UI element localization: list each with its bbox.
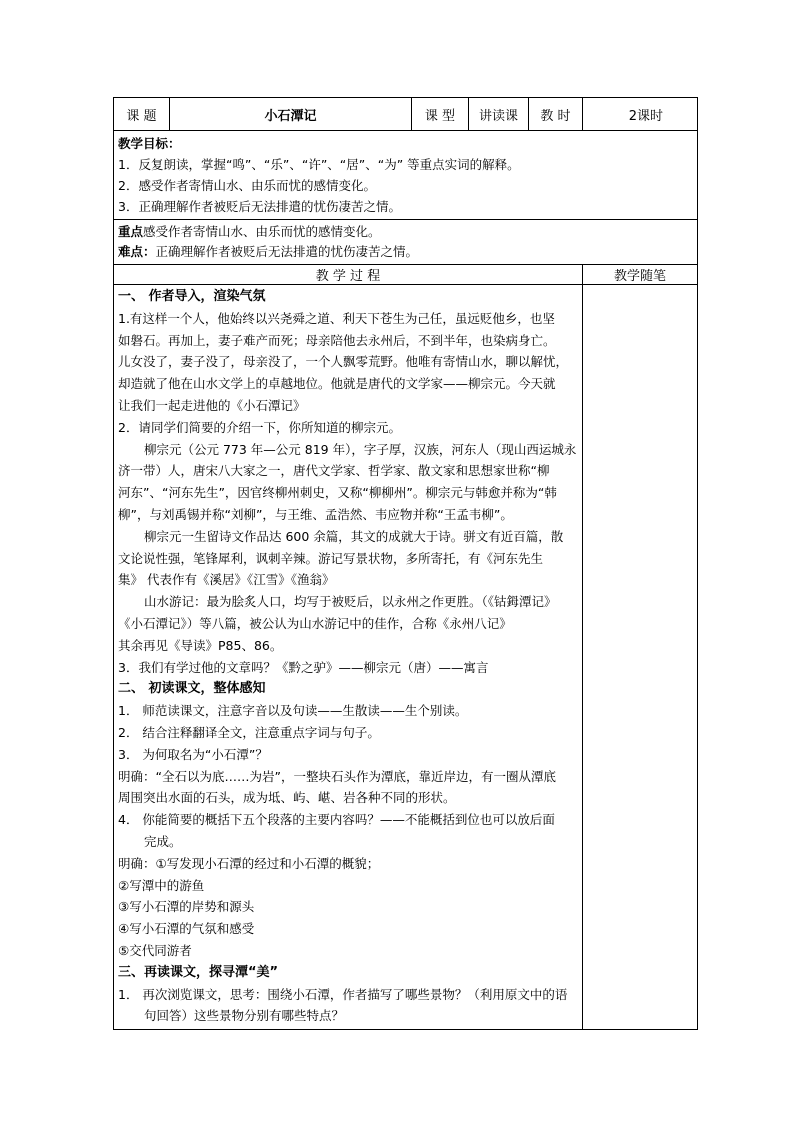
focus-block [114,220,697,264]
section-heading: 一、 作者导入，渲染气氛 [118,289,266,304]
text-line: 2． 结合注释翻译全文，注意重点字词与句子。 [118,724,380,740]
text-line: ②写潭中的游鱼 [118,877,205,893]
text-line: 周围突出水面的石头，成为坻、屿、嵁、岩各种不同的形状。 [118,790,456,806]
text-line: 明确：“全石以为底……为岩”，一整块石头作为潭底，靠近岸边，有一圈从潭底 [118,768,556,784]
text-line: 如磐石。再加上，妻子难产而死；母亲陪他去永州后，不到半年，也染病身亡。 [118,332,556,348]
text-line: 3． 为何取名为“小石潭”？ [118,746,268,762]
focus-row [114,220,698,265]
content-row [114,285,698,1030]
process-header-row [114,265,698,285]
text-line: 其余再见《导读》P85、86。 [118,637,283,653]
text-line: 1． 再次浏览课文，思考：围绕小石潭，作者描写了哪些景物？（利用原文中的语 [118,986,568,1002]
objectives-row [114,131,698,220]
text-line: 济一带）人，唐宋八大家之一，唐代文学家、哲学家、散文家和思想家世称“柳 [118,463,550,479]
text-line: 柳”，与刘禹锡并称“刘柳”，与王维、孟浩然、韦应物并称“王孟韦柳”。 [118,506,513,522]
objective-item: 2．感受作者寄情山水、由乐而忧的感情变化。 [118,178,376,193]
text-line: 1.有这样一个人，他始终以兴尧舜之道、利天下苍生为己任，虽远贬他乡，也坚 [118,310,555,326]
section-heading: 二、 初读课文，整体感知 [118,681,266,697]
objectives-heading: 教学目标： [118,136,181,151]
key-point-text: 感受作者寄情山水、由乐而忧的感情变化。 [143,224,381,239]
text-line: 2．请同学们简要的介绍一下，你所知道的柳宗元。 [118,419,401,435]
header-row [114,98,698,131]
text-line: ③写小石潭的岸势和源头 [118,899,255,915]
label-type: 课 型 [412,98,469,131]
time-value: 2课时 [583,98,698,131]
label-topic: 课 题 [114,98,170,131]
difficulty-text: 正确理解作者被贬后无法排遣的忧伤凄苦之情。 [155,244,419,259]
text-line: ④写小石潭的气氛和感受 [118,921,255,937]
text-line: 文论说性强，笔锋犀利，讽刺辛辣。游记写景状物，多所寄托，有《河东先生 [118,550,544,566]
objectives-block [114,131,697,219]
text-line: 1． 师范读课文，注意字音以及句读——生散读——生个别读。 [118,703,468,719]
text-line: 山水游记：最为脍炙人口，均写于被贬后，以永州之作更胜。（《钴鉧潭记》 [144,594,557,610]
text-line: 《小石潭记》）等八篇，被公认为山水游记中的佳作，合称《永州八记》 [118,615,512,631]
text-line: 集》 代表作有《溪居》《江雪》《渔翁》 [118,572,335,588]
key-point-label: 重点 [118,224,144,239]
text-line: 明确：①写发现小石潭的经过和小石潭的概貌； [118,855,380,871]
text-line: 柳宗元（公元 773 年—公元 819 年），字子厚，汉族，河东人（现山西运城永 [144,441,577,457]
text-line: 却造就了他在山水文学上的卓越地位。他就是唐代的文学家——柳宗元。今天就 [118,376,556,392]
text-line: 4． 你能简要的概括下五个段落的主要内容吗？——不能概括到位也可以放后面 [118,812,555,828]
lesson-plan-page [113,97,697,1030]
lesson-plan-table [113,97,698,1030]
text-line: ⑤交代同游者 [118,942,192,958]
notes-column [583,285,698,1030]
lesson-title: 小石潭记 [170,98,412,131]
objective-item: 3．正确理解作者被贬后无法排遣的忧伤凄苦之情。 [118,199,401,214]
text-line: 儿女没了，妻子没了，母亲没了，一个人飘零荒野。他唯有寄情山水，聊以解忧， [118,354,569,370]
difficulty-label: 难点： [118,244,156,259]
text-line: 柳宗元一生留诗文作品达 600 余篇，其文的成就大于诗。骈文有近百篇，散 [144,528,564,544]
text-line: 句回答）这些景物分别有哪些特点？ [144,1008,345,1024]
objective-item: 1．反复朗读，掌握“鸣”、“乐”、“许”、“居”、“为” 等重点实词的解释。 [118,157,520,172]
text-line: 完成。 [144,833,182,849]
process-heading: 教 学 过 程 [114,265,583,285]
type-value: 讲读课 [469,98,529,131]
label-time: 教 时 [529,98,583,131]
text-line: 河东”、“河东先生”，因官终柳州刺史，又称“柳柳州”。柳宗元与韩愈并称为“韩 [118,485,557,501]
process-content [114,285,582,1029]
text-line: 让我们一起走进他的《小石潭记》 [118,397,306,413]
notes-heading: 教学随笔 [583,265,698,285]
section-heading: 三、再读课文，探寻潭“美” [118,964,279,980]
text-line: 3．我们有学过他的文章吗？《黔之驴》——柳宗元（唐）——寓言 [118,659,489,675]
